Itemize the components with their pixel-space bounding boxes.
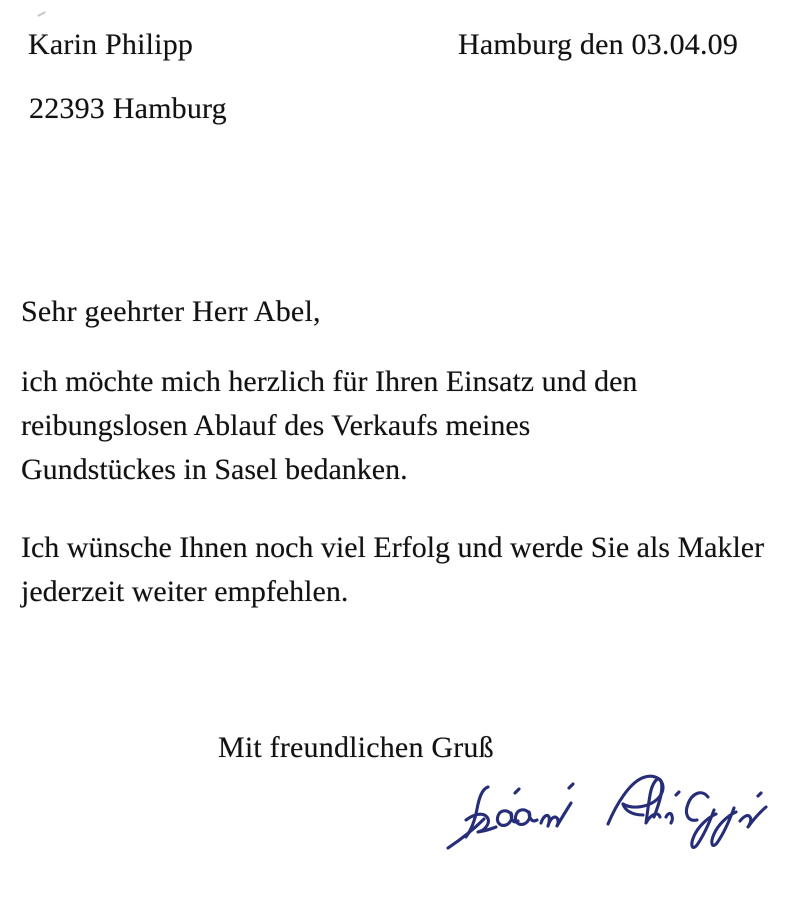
- signature-stroke: [740, 807, 766, 827]
- body-line: reibungslosen Ablauf des Verkaufs meines: [21, 409, 531, 442]
- signature-dot: [515, 789, 519, 793]
- body-paragraph-1: [21, 360, 637, 492]
- body-line: jederzeit weiter empfehlen.: [21, 575, 349, 608]
- sender-name: Karin Philipp: [28, 28, 194, 61]
- signature-stroke: [448, 819, 484, 848]
- signature-stroke: [686, 793, 708, 821]
- scan-speck: [37, 11, 46, 17]
- signature-dot: [758, 793, 761, 796]
- signature-stroke: [666, 813, 672, 823]
- date-line: Hamburg den 03.04.09: [458, 28, 739, 61]
- body-line: ich möchte mich herzlich für Ihren Einsatz und den: [21, 365, 638, 398]
- body-paragraph-2: [21, 526, 764, 614]
- sender-city: 22393 Hamburg: [29, 92, 227, 125]
- body-line: Gundstückes in Sasel bedanken.: [21, 453, 408, 486]
- salutation: Sehr geehrter Herr Abel,: [21, 295, 321, 328]
- signature-dot: [676, 792, 679, 795]
- signature-stroke: [541, 803, 571, 826]
- body-line: Ich wünsche Ihnen noch viel Erfolg und werde Sie als Makler: [21, 531, 765, 564]
- signature-stroke: [515, 810, 537, 825]
- signature-dot: [569, 784, 573, 788]
- closing-line: Mit freundlichen Gruß: [218, 731, 494, 764]
- signature-handwriting: [440, 768, 780, 880]
